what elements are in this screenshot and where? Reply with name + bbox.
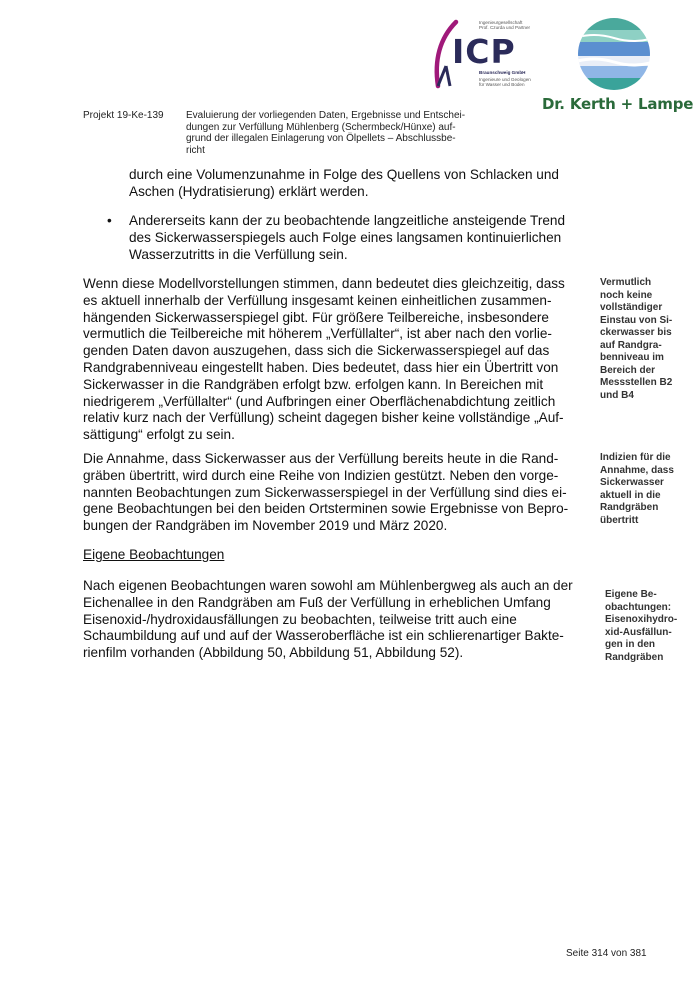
text-line: Wenn diese Modellvorstellungen stimmen, dann bedeutet dies gleichzeitig, dass (83, 276, 565, 291)
margin-note-line: Randgräben (605, 651, 664, 663)
text-line: gene Beobachtungen bei den beiden Ortsterminen sowie Ergebnisse von Bepro- (83, 501, 569, 517)
text-line: nannten Beobachtungen zum Sickerwasserspiegel in der Verfüllung sind dies ei- (83, 484, 567, 500)
kerth-lampe-logo (540, 16, 694, 116)
margin-note-line: Bereich der (600, 364, 656, 376)
text-line: Eichenallee in den Randgräben am Fuß der Verfüllung in erheblichen Umfang (83, 594, 551, 610)
margin-note-line: und B4 (600, 389, 634, 401)
project-title-line: dungen zur Verfüllung Mühlenberg (Schermbeck/Hünxe) auf- (186, 121, 456, 133)
text-line: sättigung“ erfolgt zu sein. (83, 427, 235, 443)
project-title (186, 110, 486, 156)
continuation-text (129, 167, 584, 201)
project-id: Projekt 19-Ke-139 (83, 110, 164, 121)
text-line: genden Daten davon auszugehen, dass sich die Sickerwasserspiegel auf das (83, 343, 550, 359)
margin-note-line: Sickerwasser (600, 477, 664, 488)
text-line: des Sickerwasserspiegels auch Folge eines langsamen kontinuierlichen (129, 229, 562, 245)
icp-logo (432, 18, 540, 88)
paragraph-indicators (83, 451, 584, 535)
margin-note-line: gen in den (605, 639, 655, 650)
text-line: rienfilm vorhanden (Abbildung 50, Abbildung 51, Abbildung 52). (83, 645, 464, 661)
margin-note-line: Einstau von Si- (600, 314, 673, 326)
margin-note-line: Randgräben (600, 502, 659, 513)
text-line: niedrigerem „Verfüllalter“ (und Aufbringen einer Oberflächenabdichtung zeitlich (83, 393, 556, 409)
page-number: Seite 314 von 381 (566, 948, 647, 959)
text-line: Eisenoxid-/hydroxidausfällungen zu beobachten, teilweise tritt auch eine (83, 611, 517, 627)
margin-note-line: Messstellen B2 (600, 377, 673, 388)
kerth-lampe-emblem (574, 16, 654, 92)
margin-note-2 (600, 452, 696, 527)
bullet-marker: • (107, 213, 112, 228)
margin-note-line: auf Randgra- (600, 339, 662, 351)
margin-note-1 (600, 277, 696, 402)
text-line: relativ kurz nach der Verfüllung) scheint dagegen bisher keine vollständige „Auf- (83, 410, 564, 426)
margin-note-line: aktuell in die (600, 489, 661, 501)
margin-note-line: Vermutlich (600, 277, 652, 288)
text-line: Randgrabenniveau eingestellt haben. Dies bedeutet, dass hier ein Übertritt von (83, 359, 559, 375)
icp-company-line: Ingenieurgesellschaft (479, 20, 523, 25)
text-line: es aktuell innerhalb der Verfüllung insgesamt keinen einheitlichen zusammen- (83, 292, 552, 308)
icp-name: ICP (452, 32, 516, 71)
text-line: vermutlich die Teilbereiche mit höherem „Verfüllalter“, ist aber nach den vorlie- (83, 326, 552, 342)
text-line: gräben übertritt, wird durch eine Reihe von Indizien gestützt. Neben den vorge- (83, 467, 559, 483)
margin-note-line: obachtungen: (605, 601, 672, 613)
project-title-line: Evaluierung der vorliegenden Daten, Ergebnisse und Entschei- (186, 110, 466, 121)
paragraph-observations (83, 578, 584, 662)
icp-tagline-line: für Wasser und Boden (479, 82, 525, 88)
paragraph-model (83, 276, 584, 444)
margin-note-line: xid-Ausfällun- (605, 626, 672, 638)
section-heading: Eigene Beobachtungen (83, 547, 225, 562)
text-line: Sickerwasser in die Randgräben erfolgt bzw. erfolgen kann. In Bereichen mit (83, 376, 544, 392)
text-line: Andererseits kann der zu beobachtende langzeitliche ansteigende Trend (129, 213, 566, 228)
margin-note-line: Eigene Be- (605, 589, 657, 600)
project-title-line: richt (186, 144, 205, 156)
margin-note-line: vollständiger (600, 302, 663, 313)
kerth-lampe-name: Dr. Kerth + Lampe (542, 95, 694, 113)
icp-tagline (479, 77, 531, 88)
icp-location: Braunschweig GmbH (479, 70, 526, 75)
text-line: Nach eigenen Beobachtungen waren sowohl am Mühlenbergweg als auch an der (83, 578, 573, 593)
text-line: bungen der Randgräben im November 2019 und März 2020. (83, 518, 448, 534)
text-line: hängenden Sickerwasserspiegel gibt. Für größere Teilbereiche, insbesondere (83, 309, 549, 325)
margin-note-line: Eisenoxihydro- (605, 614, 678, 625)
icp-company-lines (479, 20, 530, 31)
text-line: Die Annahme, dass Sickerwasser aus der Verfüllung bereits heute in die Rand- (83, 451, 559, 466)
margin-note-3 (605, 589, 695, 664)
text-line: Schaumbildung auf und auf der Wasseroberfläche ist ein schlierenartiger Bakte- (83, 628, 564, 644)
text-line: durch eine Volumenzunahme in Folge des Quellens von Schlacken und (129, 167, 559, 182)
margin-note-line: Annahme, dass (600, 464, 674, 476)
margin-note-line: Indizien für die (600, 452, 671, 463)
icp-company-line: Prof. Czurda und Partner (479, 25, 531, 31)
margin-note-line: benniveau im (600, 352, 664, 363)
project-title-line: grund der illegalen Einlagerung von Ölpellets – Abschlussbe- (186, 133, 456, 144)
text-line: Wasserzutritts in die Verfüllung sein. (129, 246, 348, 262)
bullet-text (129, 213, 584, 263)
margin-note-line: ckerwasser bis (600, 327, 672, 338)
margin-note-line: noch keine (600, 289, 653, 301)
icp-tagline-line: Ingenieure und Geologen (479, 77, 531, 82)
text-line: Aschen (Hydratisierung) erklärt werden. (129, 183, 369, 199)
margin-note-line: übertritt (600, 514, 639, 526)
